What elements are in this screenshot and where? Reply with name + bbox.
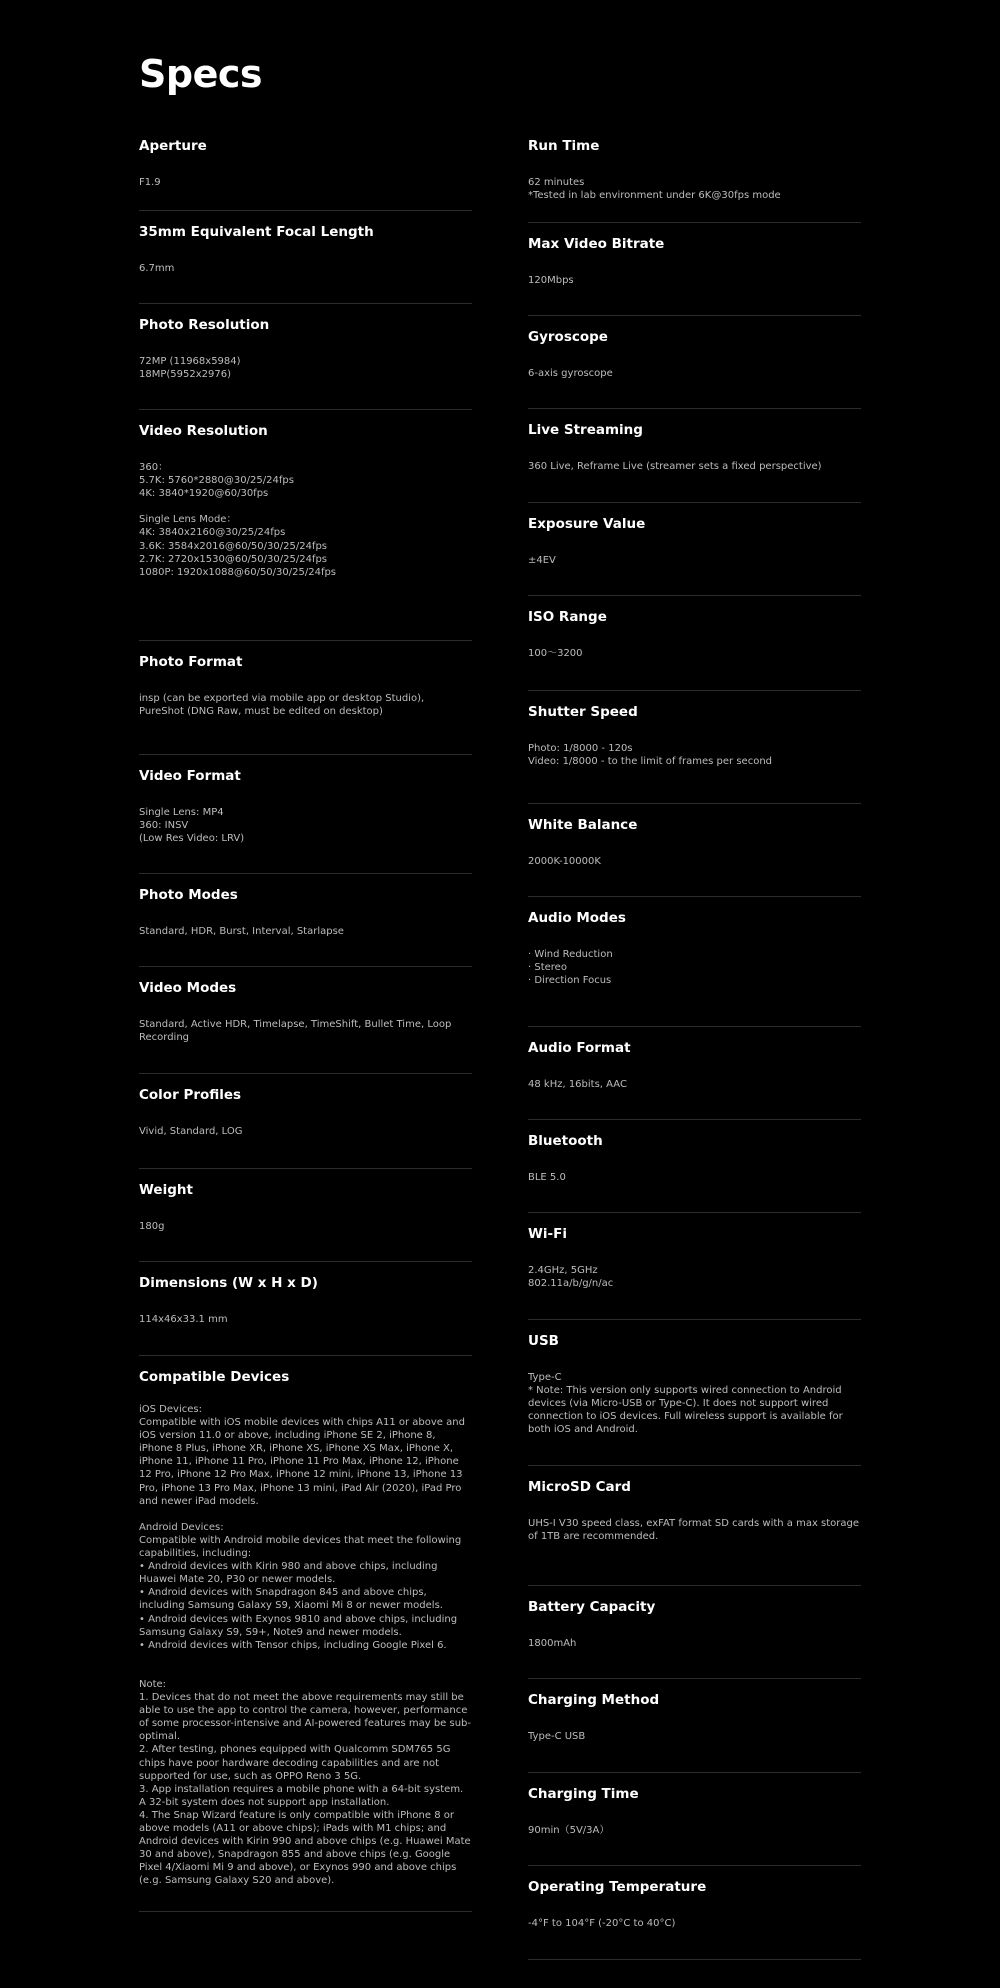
spec-dimensions <box>139 1262 472 1356</box>
spec-aperture <box>139 125 472 211</box>
spec-label: Shutter Speed <box>528 704 638 720</box>
spec-label: Battery Capacity <box>528 1599 656 1615</box>
spec-value: BLE 5.0 <box>528 1172 566 1183</box>
spec-value: F1.9 <box>139 177 161 188</box>
spec-label: Photo Resolution <box>139 317 270 333</box>
spec-label: MicroSD Card <box>528 1479 631 1495</box>
spec-value: 120Mbps <box>528 275 574 286</box>
spec-value: 360 Live, Reframe Live (streamer sets a fixed perspective) <box>528 461 822 472</box>
spec-value: -4°F to 104°F (-20°C to 40°C) <box>528 1918 676 1929</box>
spec-label: Video Format <box>139 768 241 784</box>
spec-value: 114x46x33.1 mm <box>139 1314 228 1325</box>
spec-value: 6.7mm <box>139 263 175 274</box>
spec-label: Bluetooth <box>528 1133 603 1149</box>
spec-value: ±4EV <box>528 555 556 566</box>
spec-label: Video Modes <box>139 980 237 996</box>
spec-value: Photo: 1/8000 - 120s Video: 1/8000 - to the limit of frames per second <box>528 743 773 768</box>
spec-value: 90min（5V/3A） <box>528 1825 610 1836</box>
spec-operating-temperature <box>528 1866 861 1960</box>
spec-microsd-card <box>528 1466 861 1586</box>
spec-label: ISO Range <box>528 609 607 625</box>
spec-value: 62 minutes *Tested in lab environment under 6K@30fps mode <box>528 177 781 202</box>
spec-focal-length <box>139 211 472 304</box>
spec-run-time <box>528 125 861 223</box>
spec-value: insp (can be exported via mobile app or desktop Studio), PureShot (DNG Raw, must be edited on desktop) <box>139 693 425 718</box>
spec-value: Single Lens: MP4 360: INSV (Low Res Video: LRV) <box>139 807 245 845</box>
spec-value: 1800mAh <box>528 1638 577 1649</box>
page-title: Specs <box>139 52 262 96</box>
spec-value: Standard, HDR, Burst, Interval, Starlapse <box>139 926 344 937</box>
spec-photo-modes <box>139 874 472 967</box>
spec-label: 35mm Equivalent Focal Length <box>139 224 374 240</box>
spec-value: 6-axis gyroscope <box>528 368 613 379</box>
spec-value: Type-C USB <box>528 1731 586 1742</box>
spec-value: iOS Devices: Compatible with iOS mobile devices with chips A11 or above and iOS version 11.0 or above, including iPhone SE 2, iPhone 8, iPhone 8 Plus, iPhone XR, iPhone XS, iPhone XS Max, iPhone X, iPhone 11, iPhone 11 Pro, iPhone 11 Pro Max, iPhone 12, iPhone 12 Pro, iPhone 12 Pro Max, iPhone 12 mini, iPhone 13, iPhone 13 Pro, iPhone 13 Pro Max, iPhone 13 mini, iPad Air (2020), iPad Pro and newer iPad models. Android Devices: Compatible with Android mobile devices that meet the following capabilities, including: • Android devices with Kirin 980 and above chips, including Huawei Mate 20, P30 or newer models. • Android devices with Snapdragon 845 and above chips, including Samsung Galaxy S9, Xiaomi Mi 8 or newer models. • Android devices with Exynos 9810 and above chips, including Samsung Galaxy S9, S9+, Note9 and newer models. • Android devices with Tensor chips, including Google Pixel 6. Note: 1. Devices that do not meet the above requirements may still be able to use the app to control the camera, however, performance of some processor-intensive and AI-powered features may be sub-optimal. 2. After testing, phones equipped with Qualcomm SDM765 5G chips have poor hardware decoding capabilities and are not supported for use, such as OPPO Reno 3 5G. 3. App installation requires a mobile phone with a 64-bit system. A 32-bit system does not support app installation. 4. The Snap Wizard feature is only compatible with iPhone 8 or above models (A11 or above chips); iPads with M1 chips; and Android devices with Kirin 990 and above chips (e.g. Huawei Mate 30 and above), Snapdragon 855 and above chips (e.g. Google Pixel 4/Xiaomi Mi 9 and above), or Exynos 990 and above chips (e.g. Samsung Galaxy S20 and above). <box>139 1404 472 1887</box>
spec-value: 180g <box>139 1221 165 1232</box>
spec-iso-range <box>528 596 861 691</box>
spec-video-format <box>139 755 472 874</box>
specs-column-left <box>139 125 472 1912</box>
spec-label: Photo Modes <box>139 887 238 903</box>
specs-column-right <box>528 125 861 1960</box>
spec-value: · Wind Reduction · Stereo · Direction Focus <box>528 949 613 987</box>
spec-value: 2000K-10000K <box>528 856 601 867</box>
spec-charging-method <box>528 1679 861 1773</box>
spec-value: 100～3200 <box>528 648 583 659</box>
spec-video-resolution <box>139 410 472 641</box>
spec-video-modes <box>139 967 472 1074</box>
spec-label: Video Resolution <box>139 423 268 439</box>
spec-label: Charging Method <box>528 1692 660 1708</box>
spec-white-balance <box>528 804 861 897</box>
spec-usb <box>528 1320 861 1466</box>
spec-label: Exposure Value <box>528 516 646 532</box>
spec-label: Color Profiles <box>139 1087 242 1103</box>
spec-bluetooth <box>528 1120 861 1213</box>
spec-compatible-devices <box>139 1356 472 1912</box>
spec-wifi <box>528 1213 861 1320</box>
spec-label: Aperture <box>139 138 207 154</box>
spec-label: Dimensions (W x H x D) <box>139 1275 318 1291</box>
spec-color-profiles <box>139 1074 472 1169</box>
spec-photo-resolution <box>139 304 472 410</box>
spec-label: Max Video Bitrate <box>528 236 665 252</box>
spec-value: 2.4GHz, 5GHz 802.11a/b/g/n/ac <box>528 1265 614 1290</box>
spec-label: Weight <box>139 1182 193 1198</box>
spec-audio-modes <box>528 897 861 1027</box>
spec-label: USB <box>528 1333 559 1349</box>
spec-label: Compatible Devices <box>139 1369 290 1385</box>
spec-value: Type-C * Note: This version only supports wired connection to Android devices (via Micro-USB or Type-C). It does not support wired connection to iOS devices. Full wireless support is available for both iOS and Android. <box>528 1372 843 1436</box>
spec-gyroscope <box>528 316 861 409</box>
spec-value: 72MP (11968x5984) 18MP(5952x2976) <box>139 356 241 381</box>
spec-value: 48 kHz, 16bits, AAC <box>528 1079 627 1090</box>
spec-label: Run Time <box>528 138 600 154</box>
spec-shutter-speed <box>528 691 861 804</box>
spec-label: Photo Format <box>139 654 243 670</box>
spec-label: Gyroscope <box>528 329 608 345</box>
spec-label: Live Streaming <box>528 422 643 438</box>
spec-live-streaming <box>528 409 861 503</box>
spec-label: Audio Format <box>528 1040 631 1056</box>
spec-value: UHS-I V30 speed class, exFAT format SD cards with a max storage of 1TB are recommended. <box>528 1518 863 1543</box>
spec-weight <box>139 1169 472 1262</box>
spec-exposure-value <box>528 503 861 596</box>
spec-max-video-bitrate <box>528 223 861 316</box>
spec-charging-time <box>528 1773 861 1866</box>
spec-value: Standard, Active HDR, Timelapse, TimeShift, Bullet Time, Loop Recording <box>139 1019 455 1044</box>
spec-label: Charging Time <box>528 1786 639 1802</box>
spec-label: White Balance <box>528 817 638 833</box>
spec-value: 360： 5.7K: 5760*2880@30/25/24fps 4K: 3840*1920@60/30fps Single Lens Mode： 4K: 3840x2160@30/25/24fps 3.6K: 3584x2016@60/50/30/25/24fps 2.7K: 2720x1530@60/50/30/25/24fps 1080P: 1920x1088@60/50/30/25/24fps <box>139 462 337 578</box>
spec-value: Vivid, Standard, LOG <box>139 1126 243 1137</box>
spec-photo-format <box>139 641 472 755</box>
spec-audio-format <box>528 1027 861 1120</box>
spec-label: Operating Temperature <box>528 1879 707 1895</box>
spec-label: Wi-Fi <box>528 1226 567 1242</box>
spec-battery-capacity <box>528 1586 861 1679</box>
spec-label: Audio Modes <box>528 910 626 926</box>
